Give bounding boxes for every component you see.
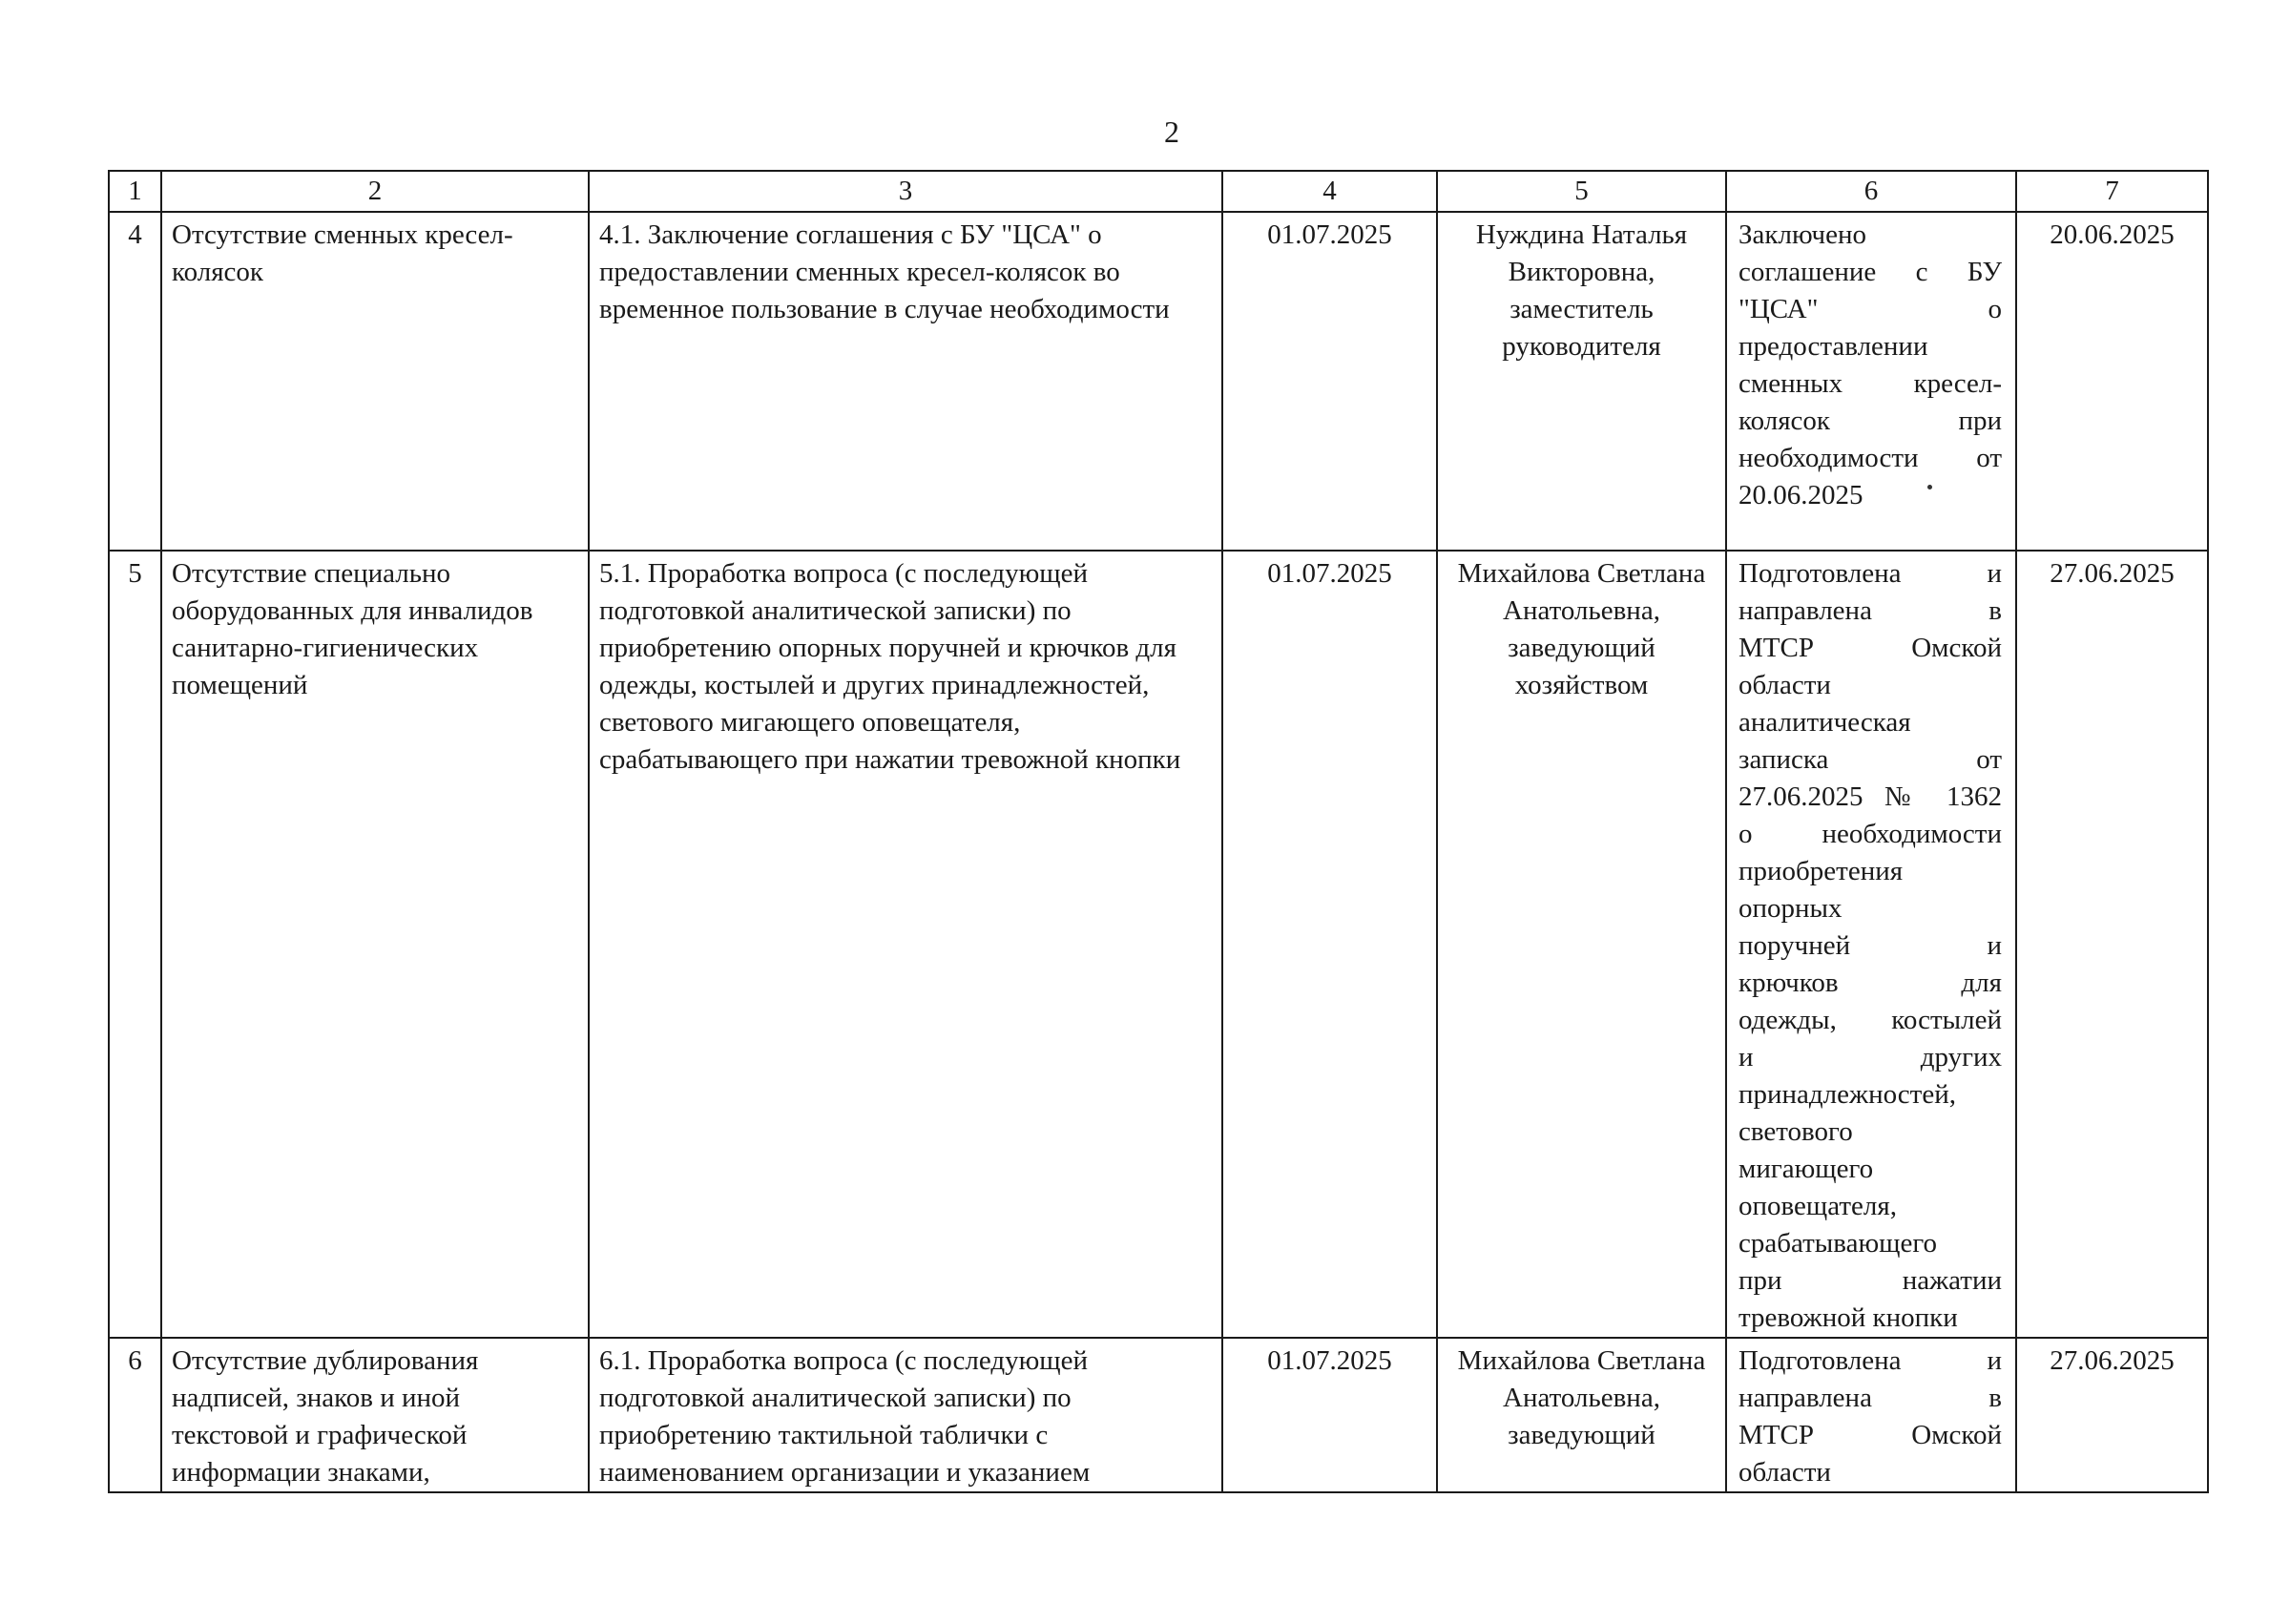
scan-speck	[1927, 485, 1932, 489]
result-line: МТСР Омской	[1738, 633, 2002, 663]
row-number: 5	[109, 551, 161, 1338]
result-line: направлена в	[1738, 1383, 2002, 1413]
completion-date-cell: 27.06.2025	[2016, 551, 2208, 1338]
result-line: области	[1738, 1457, 1831, 1488]
result-line: предоставлении	[1738, 331, 1928, 362]
result-line: и других	[1738, 1042, 2002, 1072]
deadline-cell: 01.07.2025	[1222, 212, 1437, 551]
problem-cell: Отсутствие специально оборудованных для инвалидов санитарно-гигиенических помещений	[161, 551, 589, 1338]
column-header-7: 7	[2016, 171, 2208, 212]
measure-cell: 4.1. Заключение соглашения с БУ "ЦСА" о предоставлении сменных кресел-колясок во временное пользование в случае необходимости	[589, 212, 1222, 551]
completion-date-cell: 20.06.2025	[2016, 212, 2208, 551]
column-header-1: 1	[109, 171, 161, 212]
completion-date-cell: 27.06.2025	[2016, 1338, 2208, 1492]
result-line: приобретения	[1738, 856, 1904, 886]
result-line: соглашение с БУ	[1738, 257, 2002, 287]
table-row	[109, 1338, 2208, 1492]
result-line: необходимости от	[1738, 443, 2002, 473]
result-line: 20.06.2025	[1738, 480, 1863, 510]
result-line: "ЦСА" о	[1738, 294, 2002, 324]
result-line: крючков для	[1738, 968, 2002, 998]
action-plan-table	[108, 170, 2209, 1493]
deadline-cell: 01.07.2025	[1222, 1338, 1437, 1492]
result-line: оповещателя,	[1738, 1191, 1897, 1221]
result-line: поручней и	[1738, 930, 2002, 961]
row-number: 4	[109, 212, 161, 551]
result-cell	[1726, 212, 2016, 551]
result-line: при нажатии	[1738, 1265, 2002, 1296]
problem-cell: Отсутствие сменных кресел-колясок	[161, 212, 589, 551]
column-header-4: 4	[1222, 171, 1437, 212]
result-line: срабатывающего	[1738, 1228, 1937, 1259]
measure-text: 6.1. Проработка вопроса (с последующей подготовкой аналитической записки) по приобретению тактильной таблички с наименованием организации и указанием	[599, 1345, 1091, 1488]
problem-text: Отсутствие дублирования надписей, знаков и иной текстовой и графической информации знаками,	[172, 1345, 479, 1488]
result-line: Заключено	[1738, 219, 1866, 250]
column-number-header-row	[109, 171, 2208, 212]
problem-cell	[161, 1338, 589, 1492]
column-header-2: 2	[161, 171, 589, 212]
result-line: 27.06.2025 № 1362	[1738, 781, 2002, 812]
measure-cell	[589, 1338, 1222, 1492]
result-line: Подготовлена и	[1738, 1345, 2002, 1376]
table-row	[109, 551, 2208, 1338]
result-line: аналитическая	[1738, 707, 1911, 738]
result-line: сменных кресел-	[1738, 368, 2002, 399]
result-line: направлена в	[1738, 595, 2002, 626]
result-line: области	[1738, 670, 1831, 700]
column-header-6: 6	[1726, 171, 2016, 212]
result-line: опорных	[1738, 893, 1842, 924]
result-line: записка от	[1738, 744, 2002, 775]
responsible-text: Михайлова Светлана Анатольевна, заведующий	[1457, 1345, 1706, 1450]
column-header-3: 3	[589, 171, 1222, 212]
table-row	[109, 212, 2208, 551]
responsible-cell	[1437, 1338, 1726, 1492]
row-number: 6	[109, 1338, 161, 1492]
responsible-cell: Нуждина Наталья Викторовна, заместитель руководителя	[1437, 212, 1726, 551]
page-number: 2	[1164, 115, 1179, 149]
result-line: колясок при	[1738, 406, 2002, 436]
responsible-cell: Михайлова Светлана Анатольевна, заведующий хозяйством	[1437, 551, 1726, 1338]
column-header-5: 5	[1437, 171, 1726, 212]
result-cell	[1726, 1338, 2016, 1492]
result-line: мигающего	[1738, 1154, 1874, 1184]
result-line: МТСР Омской	[1738, 1420, 2002, 1450]
deadline-cell: 01.07.2025	[1222, 551, 1437, 1338]
result-line: о необходимости	[1738, 819, 2002, 849]
result-line: светового	[1738, 1116, 1853, 1147]
result-line: тревожной кнопки	[1738, 1302, 1958, 1333]
result-line: одежды, костылей	[1738, 1005, 2002, 1035]
result-cell	[1726, 551, 2016, 1338]
measure-cell: 5.1. Проработка вопроса (с последующей подготовкой аналитической записки) по приобретению опорных поручней и крючков для одежды, костылей и других принадлежностей, светового мигающего оповещателя, срабатывающего при нажатии тревожной кнопки	[589, 551, 1222, 1338]
result-line: принадлежностей,	[1738, 1079, 1956, 1110]
result-line: Подготовлена и	[1738, 558, 2002, 589]
